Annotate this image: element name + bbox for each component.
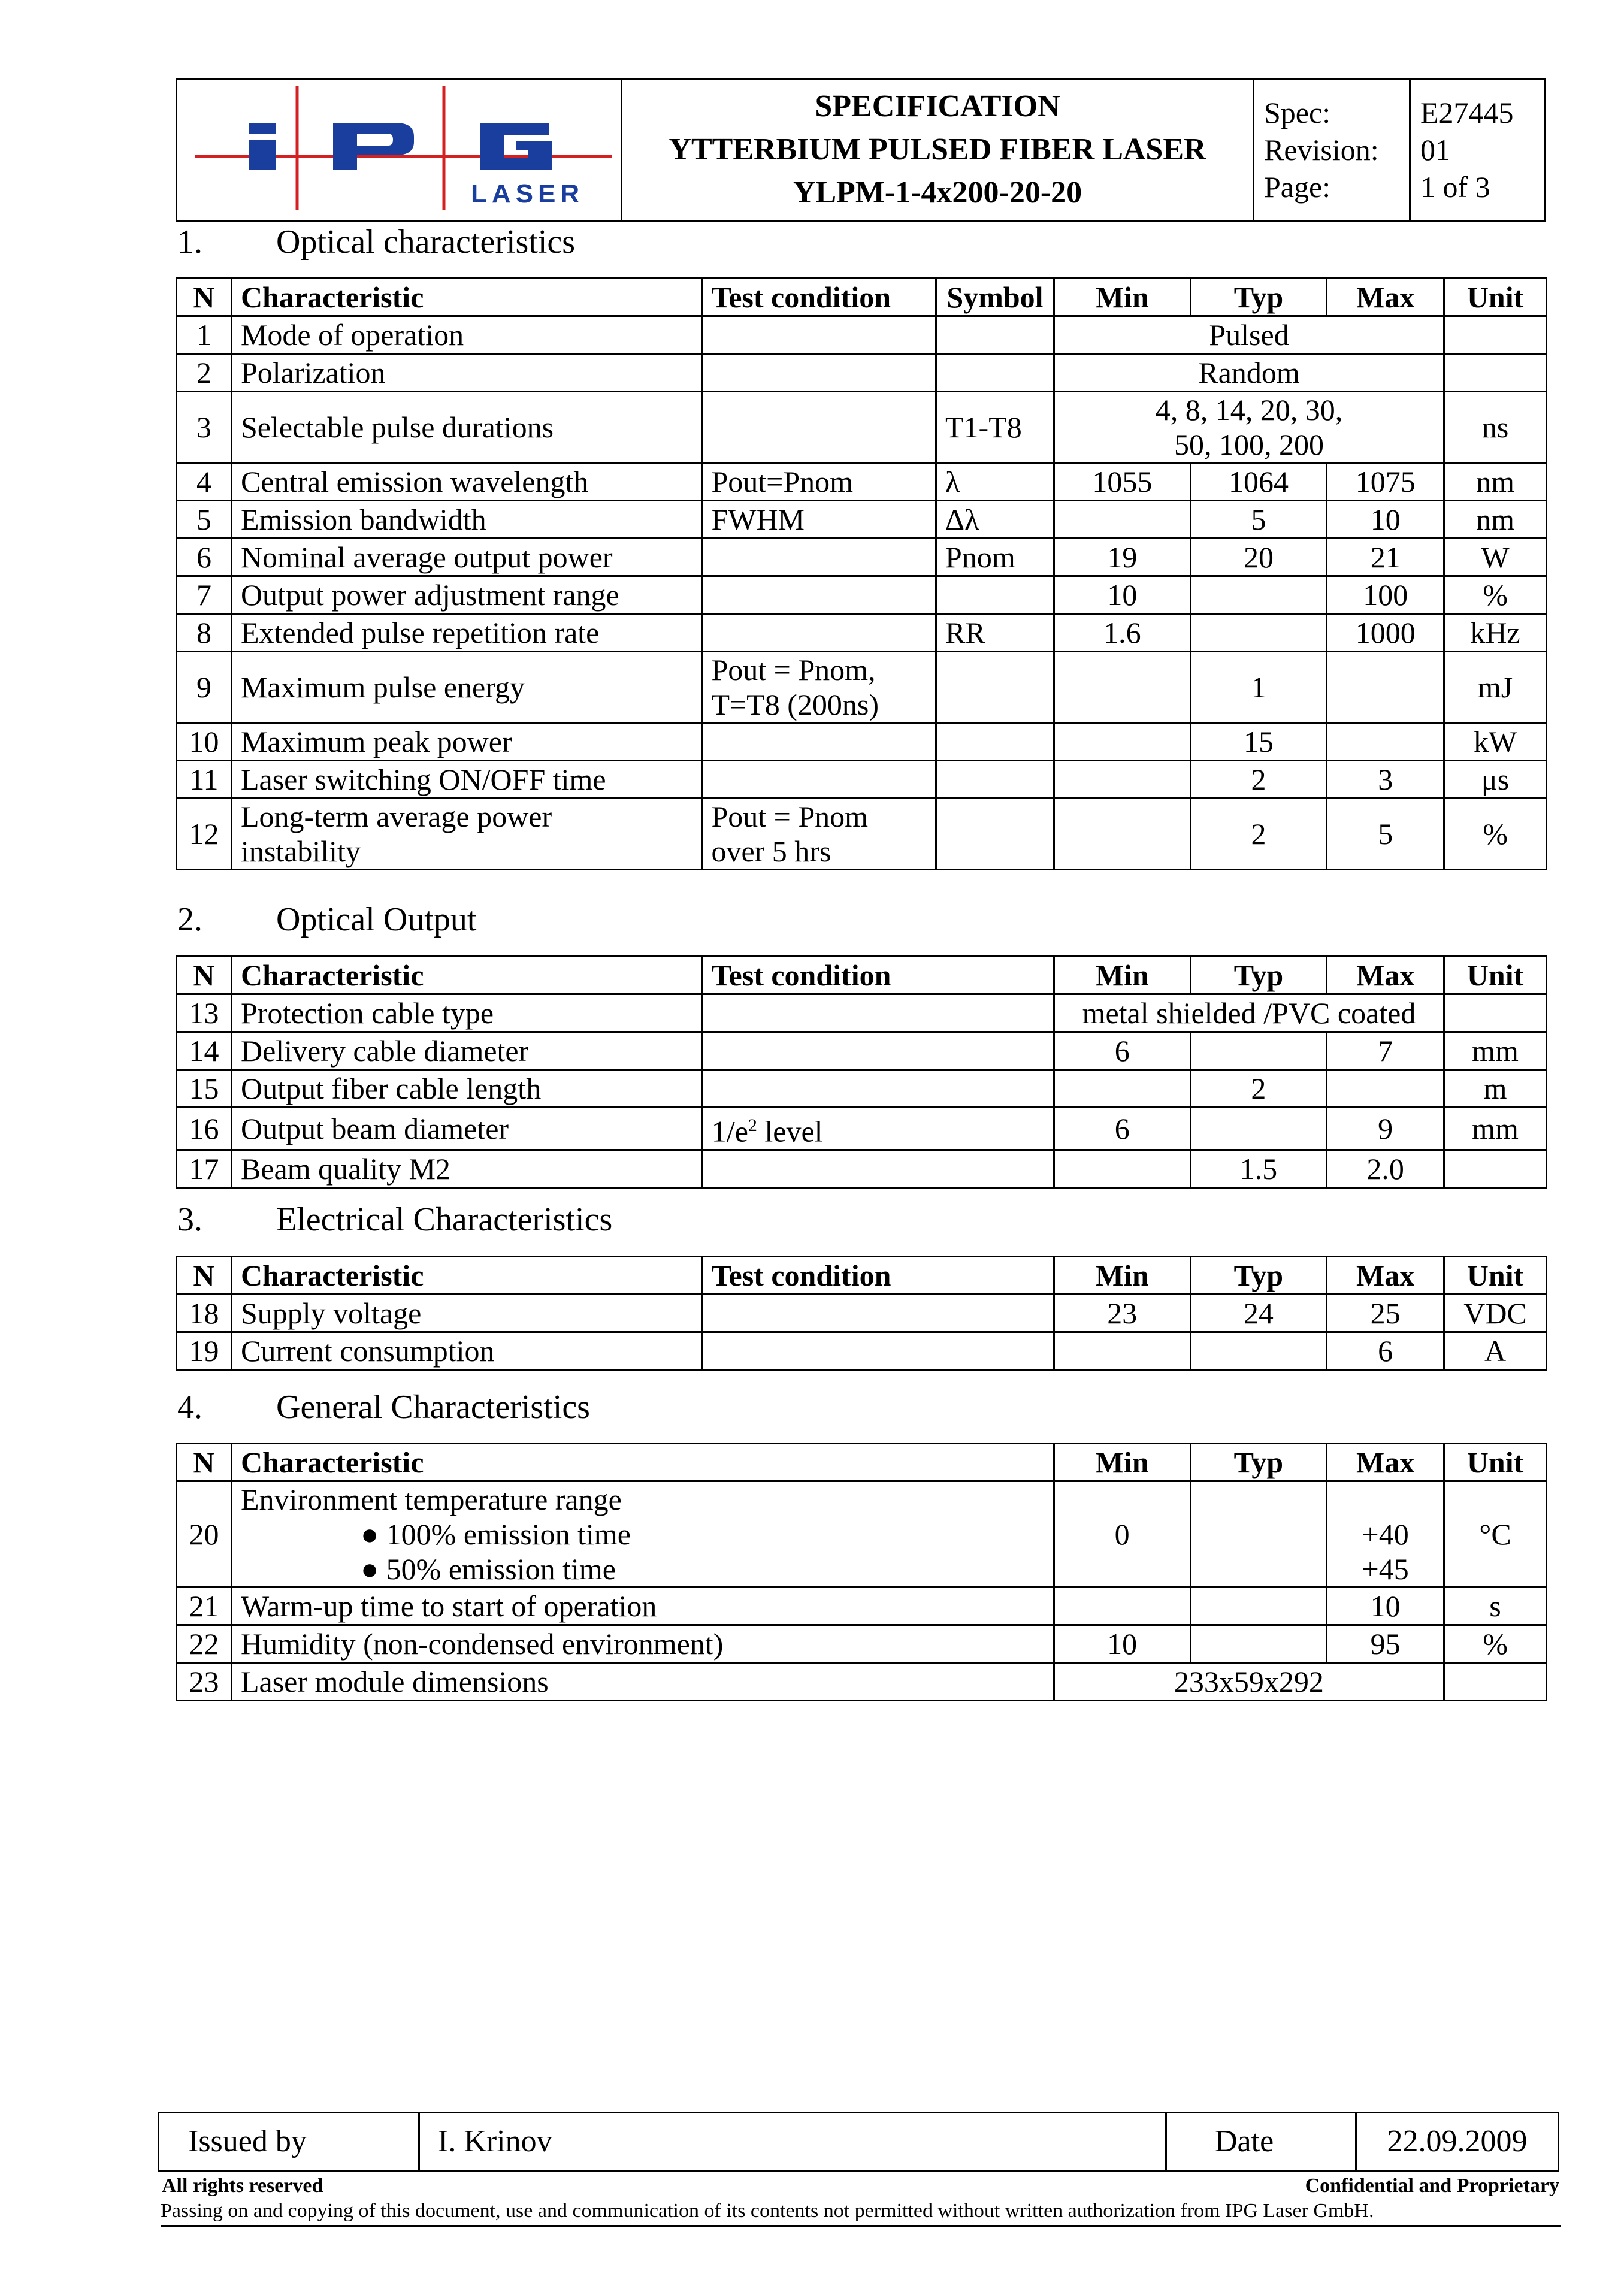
column-header: Max (1327, 1444, 1444, 1481)
row-number: 22 (177, 1625, 232, 1663)
table-row (177, 1150, 1547, 1187)
typ-cell (1190, 1625, 1327, 1663)
min-cell (1054, 723, 1190, 761)
typ-cell: 1 (1190, 652, 1327, 723)
symbol-cell (936, 723, 1054, 761)
logo-cell (177, 79, 622, 221)
table-row (177, 501, 1547, 539)
max-cell: 5 (1327, 799, 1444, 870)
merged-value-cell (1054, 316, 1444, 354)
title-cell (622, 79, 1254, 221)
characteristic-cell (231, 614, 701, 652)
cell-line: over 5 hrs (711, 834, 831, 868)
spec-value: E27445 (1420, 96, 1514, 129)
row-number: 9 (177, 652, 232, 723)
meta-labels-cell (1254, 79, 1410, 221)
test-condition-cell (702, 1332, 1054, 1370)
max-cell: 21 (1327, 539, 1444, 576)
doc-title-line-3: YLPM-1-4x200-20-20 (793, 176, 1082, 210)
min-cell: 10 (1054, 576, 1190, 614)
cell-line: Pout = Pnom, (711, 653, 876, 687)
table-row (177, 1332, 1547, 1370)
cell-line: Pout = Pnom (711, 800, 869, 833)
typ-cell: 1.5 (1190, 1150, 1327, 1187)
test-condition-cell (702, 501, 936, 539)
table-header-row (177, 1444, 1547, 1481)
column-header: N (177, 279, 232, 316)
min-cell: 0 (1054, 1481, 1190, 1587)
column-header: Typ (1190, 957, 1327, 994)
row-number: 1 (177, 316, 232, 354)
row-number: 18 (177, 1295, 232, 1332)
unit-cell: % (1444, 576, 1547, 614)
section-title-3 (177, 1201, 612, 1239)
cell-line: T=T8 (200ns) (711, 688, 879, 721)
typ-cell: 5 (1190, 501, 1327, 539)
typ-cell: 15 (1190, 723, 1327, 761)
symbol-cell: Δλ (936, 501, 1054, 539)
row-number: 14 (177, 1032, 232, 1070)
column-header: Characteristic (231, 1444, 1054, 1481)
doc-title-line-2: YTTERBIUM PULSED FIBER LASER (669, 132, 1206, 167)
max-cell: 6 (1327, 1332, 1444, 1370)
characteristic-cell (231, 1587, 1054, 1625)
unit-cell: A (1444, 1332, 1547, 1370)
table-row (177, 354, 1547, 392)
bullet-item: ● 100% emission time (360, 1517, 631, 1551)
unit-cell: nm (1444, 501, 1547, 539)
revision-value: 01 (1420, 133, 1450, 167)
test-condition-cell (702, 576, 936, 614)
max-cell: 7 (1327, 1032, 1444, 1070)
max-cell: 2.0 (1327, 1150, 1444, 1187)
cell-line: Nominal average output power (240, 540, 613, 574)
row-number: 3 (177, 392, 232, 463)
unit-cell: s (1444, 1587, 1547, 1625)
characteristic-cell (231, 463, 701, 501)
typ-cell: 20 (1190, 539, 1327, 576)
page-label: Page: (1264, 170, 1331, 204)
unit-cell: °C (1444, 1481, 1547, 1587)
symbol-cell (936, 799, 1054, 870)
column-header: Min (1054, 1444, 1190, 1481)
test-condition-cell (702, 614, 936, 652)
section-number: 3. (177, 1201, 202, 1238)
min-cell (1054, 1070, 1190, 1108)
row-number: 6 (177, 539, 232, 576)
row-number: 23 (177, 1663, 232, 1701)
table-header-row (177, 957, 1547, 994)
row-number: 7 (177, 576, 232, 614)
table-row (177, 761, 1547, 799)
cell-line: Pout=Pnom (711, 465, 854, 498)
max-cell (1327, 1070, 1444, 1108)
table-row (177, 1481, 1547, 1587)
cell-line: instability (240, 834, 361, 868)
row-number: 8 (177, 614, 232, 652)
column-header: Characteristic (231, 279, 701, 316)
table-row (177, 1587, 1547, 1625)
row-number: 4 (177, 463, 232, 501)
column-header: Unit (1444, 279, 1547, 316)
test-condition-cell (702, 1108, 1054, 1150)
max-cell: 10 (1327, 1587, 1444, 1625)
test-condition-cell (702, 1295, 1054, 1332)
typ-cell (1190, 1481, 1327, 1587)
min-cell (1054, 799, 1190, 870)
test-condition-cell (702, 354, 936, 392)
condition-text-tail: level (757, 1114, 823, 1148)
table-header-row (177, 279, 1547, 316)
characteristic-cell (231, 316, 701, 354)
section-number: 4. (177, 1389, 202, 1426)
cell-line: Maximum pulse energy (240, 670, 525, 704)
table-row (177, 316, 1547, 354)
unit-cell: mm (1444, 1108, 1547, 1150)
characteristic-cell (231, 354, 701, 392)
symbol-cell: λ (936, 463, 1054, 501)
typ-cell (1190, 576, 1327, 614)
column-header: Characteristic (231, 957, 702, 994)
cell-line: Extended pulse repetition rate (240, 616, 600, 649)
characteristic-cell (231, 392, 701, 463)
characteristic-cell (231, 1481, 1054, 1587)
column-header: Test condition (702, 1257, 1054, 1295)
symbol-cell: T1-T8 (936, 392, 1054, 463)
cell-line: Mode of operation (240, 318, 464, 352)
min-cell (1054, 501, 1190, 539)
cell-line: Pulsed (1209, 318, 1289, 352)
typ-cell: 1064 (1190, 463, 1327, 501)
merged-value-cell: 233x59x292 (1054, 1663, 1444, 1701)
table-row (177, 1032, 1547, 1070)
cell-line: Maximum peak power (240, 725, 512, 758)
min-cell: 6 (1054, 1032, 1190, 1070)
min-cell (1054, 761, 1190, 799)
row-number: 10 (177, 723, 232, 761)
characteristic-cell: Beam quality M2 (231, 1150, 702, 1187)
column-header: Min (1054, 279, 1190, 316)
row-number: 15 (177, 1070, 232, 1108)
table-row (177, 723, 1547, 761)
unit-cell: VDC (1444, 1295, 1547, 1332)
characteristic-cell: Current consumption (231, 1332, 702, 1370)
typ-cell: 2 (1190, 1070, 1327, 1108)
max-cell: 1000 (1327, 614, 1444, 652)
cell-line: Polarization (240, 356, 386, 389)
unit-cell: % (1444, 799, 1547, 870)
row-number: 16 (177, 1108, 232, 1150)
column-header: N (177, 1257, 232, 1295)
unit-cell: mJ (1444, 652, 1547, 723)
min-cell: 1.6 (1054, 614, 1190, 652)
cell-line: Laser module dimensions (240, 1665, 549, 1698)
table-row (177, 1295, 1547, 1332)
section-heading: Optical characteristics (276, 223, 576, 261)
row-number: 5 (177, 501, 232, 539)
document-header (176, 78, 1546, 222)
table-row (177, 392, 1547, 463)
test-condition-cell (702, 463, 936, 501)
footer-signature-table (158, 2112, 1559, 2172)
max-cell: 10 (1327, 501, 1444, 539)
test-condition-cell (702, 392, 936, 463)
typ-cell (1190, 1032, 1327, 1070)
min-cell: 19 (1054, 539, 1190, 576)
meta-values-cell (1410, 79, 1546, 221)
characteristic-cell: Delivery cable diameter (231, 1032, 702, 1070)
column-header: Min (1054, 957, 1190, 994)
cell-line: Laser switching ON/OFF time (240, 763, 606, 796)
revision-label: Revision: (1264, 133, 1379, 167)
row-number: 20 (177, 1481, 232, 1587)
table-row (177, 463, 1547, 501)
merged-value-cell: metal shielded /PVC coated (1054, 994, 1444, 1032)
cell-line: FWHM (711, 503, 805, 536)
column-header: Characteristic (231, 1257, 702, 1295)
unit-cell: μs (1444, 761, 1547, 799)
column-header: Max (1327, 279, 1444, 316)
typ-cell: 2 (1190, 761, 1327, 799)
unit-cell (1444, 1663, 1547, 1701)
typ-cell (1190, 1587, 1327, 1625)
max-cell (1327, 723, 1444, 761)
cell-line: Emission bandwidth (240, 503, 486, 536)
electrical-characteristics-table (176, 1256, 1547, 1371)
max-cell: 100 (1327, 576, 1444, 614)
table-row (177, 576, 1547, 614)
unit-cell (1444, 316, 1547, 354)
unit-cell: % (1444, 1625, 1547, 1663)
column-header: Test condition (702, 957, 1054, 994)
cell-line: Environment temperature range (240, 1483, 622, 1516)
table-header-row (177, 1257, 1547, 1295)
unit-cell: ns (1444, 392, 1547, 463)
row-number: 19 (177, 1332, 232, 1370)
min-cell: 23 (1054, 1295, 1190, 1332)
min-cell (1054, 1332, 1190, 1370)
cell-line: 4, 8, 14, 20, 30, (1155, 393, 1343, 427)
section-heading: General Characteristics (276, 1389, 590, 1426)
confidential-text: Confidential and Proprietary (1305, 2175, 1559, 2197)
typ-cell: 24 (1190, 1295, 1327, 1332)
column-header: Max (1327, 1257, 1444, 1295)
symbol-cell (936, 761, 1054, 799)
doc-title-line-1: SPECIFICATION (815, 89, 1060, 123)
unit-cell: kHz (1444, 614, 1547, 652)
bullet-item: ● 50% emission time (360, 1552, 616, 1586)
unit-cell: W (1444, 539, 1547, 576)
symbol-cell (936, 316, 1054, 354)
row-number: 11 (177, 761, 232, 799)
logo-laser-text: LASER (471, 179, 585, 208)
max-cell: 3 (1327, 761, 1444, 799)
typ-cell (1190, 614, 1327, 652)
unit-cell: nm (1444, 463, 1547, 501)
typ-cell (1190, 1108, 1327, 1150)
test-condition-cell (702, 316, 936, 354)
section-number: 1. (177, 223, 202, 261)
test-condition-cell (702, 1150, 1054, 1187)
cell-line: Long-term average power (240, 800, 552, 833)
characteristic-cell (231, 539, 701, 576)
row-number: 17 (177, 1150, 232, 1187)
section-heading: Electrical Characteristics (276, 1201, 613, 1238)
characteristic-cell (231, 723, 701, 761)
cell-line: 50, 100, 200 (1174, 428, 1324, 461)
cell-line: +40 (1362, 1517, 1409, 1551)
test-condition-cell (702, 652, 936, 723)
section-title-2 (177, 900, 476, 939)
unit-cell (1444, 354, 1547, 392)
cell-line: Central emission wavelength (240, 465, 589, 498)
issued-by-value: I. Krinov (419, 2113, 1166, 2171)
rights-text: All rights reserved (162, 2175, 323, 2197)
column-header: N (177, 1444, 232, 1481)
max-cell: 1075 (1327, 463, 1444, 501)
table-row (177, 1625, 1547, 1663)
column-header: Symbol (936, 279, 1054, 316)
cell-line: Selectable pulse durations (240, 410, 554, 444)
unit-cell: kW (1444, 723, 1547, 761)
condition-superscript: 2 (748, 1115, 757, 1135)
row-number: 13 (177, 994, 232, 1032)
column-header: N (177, 957, 232, 994)
test-condition-cell (702, 1032, 1054, 1070)
symbol-cell (936, 576, 1054, 614)
table-row (177, 994, 1547, 1032)
test-condition-cell (702, 539, 936, 576)
characteristic-cell (231, 652, 701, 723)
characteristic-cell: Output beam diameter (231, 1108, 702, 1150)
characteristic-cell (231, 1625, 1054, 1663)
test-condition-cell (702, 994, 1054, 1032)
row-number: 12 (177, 799, 232, 870)
date-label: Date (1166, 2113, 1356, 2171)
unit-cell (1444, 1150, 1547, 1187)
characteristic-cell (231, 761, 701, 799)
table-row (177, 1070, 1547, 1108)
ipg-laser-logo (177, 80, 621, 213)
characteristic-cell (231, 1663, 1054, 1701)
symbol-cell: RR (936, 614, 1054, 652)
table-row (177, 539, 1547, 576)
merged-value-cell (1054, 392, 1444, 463)
column-header: Typ (1190, 279, 1327, 316)
min-cell (1054, 1150, 1190, 1187)
max-cell (1327, 1481, 1444, 1587)
symbol-cell (936, 354, 1054, 392)
test-condition-cell (702, 799, 936, 870)
cell-line: Humidity (non-condensed environment) (240, 1627, 724, 1661)
column-header: Unit (1444, 1444, 1547, 1481)
cell-line: Output power adjustment range (240, 578, 619, 612)
max-cell (1327, 652, 1444, 723)
characteristic-cell (231, 501, 701, 539)
test-condition-cell (702, 761, 936, 799)
typ-cell (1190, 1332, 1327, 1370)
column-header: Test condition (702, 279, 936, 316)
unit-cell: m (1444, 1070, 1547, 1108)
spec-label: Spec: (1264, 96, 1331, 129)
test-condition-cell (702, 1070, 1054, 1108)
table-row (177, 1108, 1547, 1150)
unit-cell: mm (1444, 1032, 1547, 1070)
characteristic-cell: Protection cable type (231, 994, 702, 1032)
max-cell: 25 (1327, 1295, 1444, 1332)
characteristic-cell: Supply voltage (231, 1295, 702, 1332)
symbol-cell: Pnom (936, 539, 1054, 576)
column-header: Unit (1444, 1257, 1547, 1295)
min-cell: 6 (1054, 1108, 1190, 1150)
column-header: Unit (1444, 957, 1547, 994)
characteristic-cell (231, 799, 701, 870)
optical-characteristics-table (176, 277, 1547, 870)
min-cell: 10 (1054, 1625, 1190, 1663)
row-number: 21 (177, 1587, 232, 1625)
max-cell: 9 (1327, 1108, 1444, 1150)
merged-value-cell (1054, 354, 1444, 392)
section-number: 2. (177, 901, 202, 938)
cell-line: Warm-up time to start of operation (240, 1589, 657, 1623)
max-cell: 95 (1327, 1625, 1444, 1663)
unit-cell (1444, 994, 1547, 1032)
page-value: 1 of 3 (1420, 170, 1490, 204)
table-row (177, 614, 1547, 652)
condition-text: 1/e (711, 1114, 748, 1148)
min-cell (1054, 1587, 1190, 1625)
column-header: Typ (1190, 1257, 1327, 1295)
characteristic-cell (231, 576, 701, 614)
section-title-4 (177, 1388, 590, 1426)
section-title-1 (177, 223, 575, 261)
test-condition-cell (702, 723, 936, 761)
row-number: 2 (177, 354, 232, 392)
table-row (177, 799, 1547, 870)
column-header: Max (1327, 957, 1444, 994)
typ-cell: 2 (1190, 799, 1327, 870)
optical-output-table (176, 955, 1547, 1189)
section-heading: Optical Output (276, 901, 477, 938)
table-row (177, 1663, 1547, 1701)
symbol-cell (936, 652, 1054, 723)
legal-notice: Passing on and copying of this document, use and communication of its contents not permitted without written authorization from IPG Laser GmbH. (161, 2200, 1561, 2227)
characteristic-cell: Output fiber cable length (231, 1070, 702, 1108)
min-cell: 1055 (1054, 463, 1190, 501)
issued-by-label: Issued by (159, 2113, 419, 2171)
column-header: Typ (1190, 1444, 1327, 1481)
min-cell (1054, 652, 1190, 723)
cell-line: Random (1198, 356, 1300, 389)
date-value: 22.09.2009 (1356, 2113, 1559, 2171)
cell-line: +45 (1362, 1552, 1409, 1586)
column-header: Min (1054, 1257, 1190, 1295)
general-characteristics-table (176, 1443, 1547, 1701)
table-row (177, 652, 1547, 723)
